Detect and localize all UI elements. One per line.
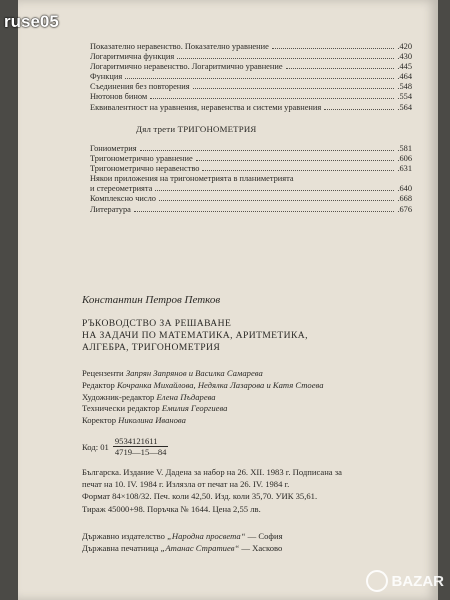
watermark-logo: [366, 570, 445, 592]
code-label: Код: 01: [82, 441, 109, 452]
printer-line: Държавна печатница „Атанас Стратиев“ — Хасково: [82, 543, 283, 554]
credit-line: Художник-редактор Елена Пъдарева: [82, 391, 216, 402]
book-title-line: АЛГЕБРА, ТРИГОНОМЕТРИЯ: [82, 342, 221, 353]
toc-part-two: [90, 42, 412, 113]
book-title-line: НА ЗАДАЧИ ПО МАТЕМАТИКА, АРИТМЕТИКА,: [82, 330, 308, 341]
toc-row: Еквивалентност на уравнения, неравенства и системи уравнения .564: [90, 102, 412, 112]
part-three-heading: Дял трети ТРИГОНОМЕТРИЯ: [136, 124, 257, 134]
toc-row: и стереометрията .640: [90, 184, 412, 194]
watermark-brand: BAZAR: [391, 572, 444, 590]
publication-details: [82, 466, 342, 515]
toc-row: Съединения без повторения .548: [90, 82, 412, 92]
toc-row: Гониометрия .581: [90, 144, 412, 153]
publication-line: Тираж 45000+98. Поръчка № 1644. Цена 2,55 лв.: [82, 503, 261, 514]
credits: [82, 368, 324, 427]
toc-row: Логаритмично неравенство. Логаритмично уравнение .445: [90, 62, 412, 72]
code-numerator: 9534121611: [113, 436, 169, 447]
publication-line: печат на 10. IV. 1984 г. Излязла от печат на 26. IV. 1984 г.: [82, 479, 290, 490]
toc-row: Комплексно число .668: [90, 194, 412, 204]
credit-line: Редактор Кочранка Михайлова, Недялка Лазарова и Катя Стоева: [82, 379, 324, 390]
publication-line: Българска. Издание V. Дадена за набор на 26. XII. 1983 г. Подписана за: [82, 467, 342, 477]
author-name: Константин Петров Петков: [82, 294, 221, 306]
watermark-username: ruse05: [4, 12, 59, 31]
toc-row: Тригонометрично уравнение .606: [90, 154, 412, 164]
toc-row: Функция .464: [90, 72, 412, 82]
toc-row: Логаритмична функция .430: [90, 52, 412, 62]
publication-line: Формат 84×108/32. Печ. коли 42,50. Изд. коли 35,70. УИК 35,61.: [82, 491, 318, 502]
credit-line: Рецензенти Запрян Запрянов и Василка Самарева: [82, 368, 263, 378]
toc-part-three: [90, 144, 412, 215]
book-page: [18, 0, 438, 600]
book-title-line: РЪКОВОДСТВО ЗА РЕШАВАНЕ: [82, 318, 232, 329]
credit-line: Коректор Николина Иванова: [82, 415, 186, 426]
toc-row: Нютонов бином .554: [90, 92, 412, 102]
toc-row: Литература .676: [90, 204, 412, 214]
code-denominator: 4719—15—84: [114, 447, 167, 457]
toc-row: Някои приложения на тригонометрията в планиметрията: [90, 174, 294, 184]
toc-row: Показателно неравенство. Показателно уравнение .420: [90, 42, 412, 51]
catalog-code: [82, 436, 168, 457]
book-title: [82, 318, 308, 354]
publisher-line: Държавно издателство „Народна просвета“ — София: [82, 531, 283, 541]
credit-line: Технически редактор Емилия Георгиева: [82, 403, 228, 414]
publisher-block: [82, 530, 283, 554]
bazar-logo-icon: [366, 570, 388, 592]
code-fraction: [113, 436, 169, 457]
toc-row: Тригонометрично неравенство .631: [90, 164, 412, 174]
